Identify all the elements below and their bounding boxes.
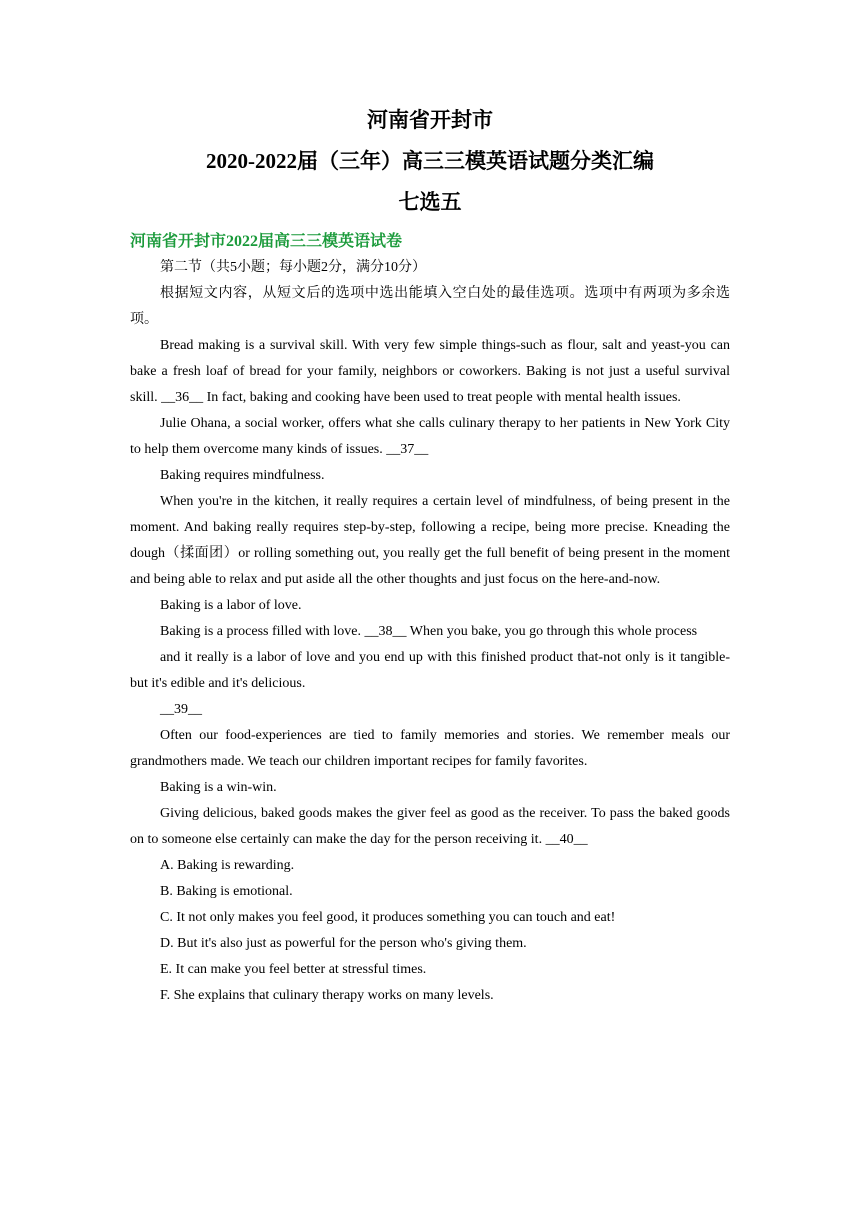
section-heading: 河南省开封市2022届高三三模英语试卷 — [130, 233, 403, 250]
passage-paragraph: Often our food-experiences are tied to family memories and stories. We remember meals our grandmothers made. We teach our children important recipes for family favorites. — [130, 728, 730, 769]
title-collection: 2020-2022届（三年）高三三模英语试题分类汇编 — [206, 149, 654, 173]
passage-paragraph: Giving delicious, baked goods makes the giver feel as good as the receiver. To pass the baked goods on to someone else certainly can make the day for the person receiving it. __40__ — [130, 806, 730, 847]
passage-subheading: Baking requires mindfulness. — [160, 468, 325, 483]
passage-subheading: Baking is a labor of love. — [160, 598, 302, 613]
option-e: E. It can make you feel better at stressful times. — [160, 962, 427, 977]
instructions: 根据短文内容，从短文后的选项中选出能填入空白处的最佳选项。选项中有两项为多余选项。 — [130, 286, 730, 327]
passage-blank: __39__ — [160, 702, 202, 717]
option-c: C. It not only makes you feel good, it produces something you can touch and eat! — [160, 910, 616, 925]
passage-paragraph: Julie Ohana, a social worker, offers what she calls culinary therapy to her patients in New York City to help them overcome many kinds of issues. __37__ — [130, 416, 730, 457]
passage-paragraph: Baking is a process filled with love. __38__ When you bake, you go through this whole process — [160, 624, 698, 639]
part-label: 第二节（共5小题；每小题2分，满分10分） — [160, 260, 426, 275]
option-a: A. Baking is rewarding. — [160, 858, 295, 873]
document-page — [130, 100, 730, 1009]
title-type: 七选五 — [398, 190, 462, 214]
passage-paragraph: and it really is a labor of love and you end up with this finished product that-not only is it tangible-but it's edible and it's delicious. — [130, 650, 730, 691]
passage-subheading: Baking is a win-win. — [160, 780, 277, 795]
passage-paragraph: Bread making is a survival skill. With very few simple things-such as flour, salt and yeast-you can bake a fresh loaf of bread for your family, neighbors or coworkers. Baking is not just a useful survival skill. __36__ In fact, baking and cooking have been used to treat people with mental health issues. — [130, 338, 730, 405]
option-b: B. Baking is emotional. — [160, 884, 293, 899]
option-f: F. She explains that culinary therapy works on many levels. — [160, 988, 494, 1003]
option-d: D. But it's also just as powerful for the person who's giving them. — [160, 936, 527, 951]
title-region: 河南省开封市 — [367, 108, 493, 132]
passage-paragraph: When you're in the kitchen, it really requires a certain level of mindfulness, of being present in the moment. And baking really requires step-by-step, following a recipe, being more precise. Kneading the dough（揉面团）or rolling something out, you really get the full benefit of being present in the moment and being able to relax and put aside all the other thoughts and just focus on the here-and-now. — [130, 494, 730, 587]
